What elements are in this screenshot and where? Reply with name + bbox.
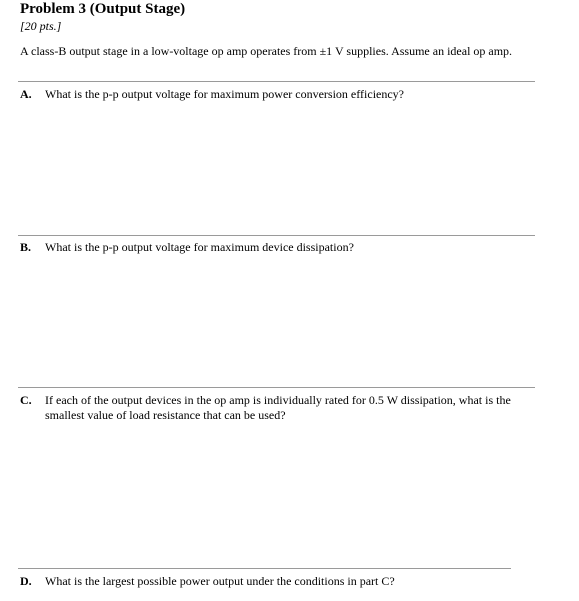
question-letter: B. [20, 240, 32, 254]
points-label: [20 pts.] [20, 19, 62, 33]
question-text: If each of the output devices in the op amp is individually rated for 0.5 W dissipation, what is the smallest value of load resistance that can be used? [45, 393, 511, 422]
problem-title: Problem 3 (Output Stage) [20, 1, 186, 17]
question-letter: C. [20, 393, 32, 407]
question-text: What is the p-p output voltage for maximum power conversion efficiency? [45, 87, 405, 101]
divider [18, 235, 535, 236]
question-text: What is the largest possible power output under the conditions in part C? [45, 574, 395, 588]
divider [18, 387, 535, 388]
question-text: What is the p-p output voltage for maximum device dissipation? [45, 240, 354, 254]
question-letter: A. [20, 87, 32, 101]
problem-intro: A class-B output stage in a low-voltage op amp operates from ±1 V supplies. Assume an ideal op amp. [20, 44, 513, 58]
question-b [20, 240, 530, 255]
question-letter: D. [20, 574, 32, 588]
divider [18, 568, 511, 569]
question-a [20, 87, 530, 102]
question-c [20, 393, 525, 423]
question-d [20, 574, 530, 589]
divider [18, 81, 535, 82]
